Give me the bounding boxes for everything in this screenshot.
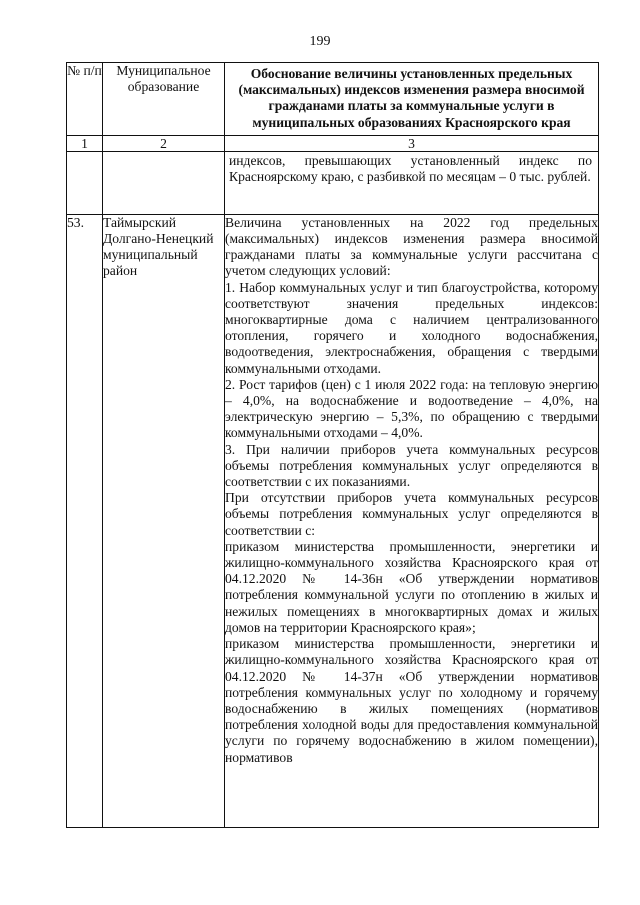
continuation-row bbox=[67, 151, 599, 214]
table-row bbox=[67, 214, 599, 827]
column-number: 1 bbox=[67, 135, 103, 151]
paragraph: При отсутствии приборов учета коммунальных ресурсов объемы потребления коммунальных услуг определяются в соответствии с: bbox=[225, 490, 598, 538]
page-number: 199 bbox=[309, 34, 331, 49]
justification-text bbox=[225, 214, 599, 827]
paragraph: приказом министерства промышленности, энергетики и жилищно-коммунального хозяйства Красноярского края от 04.12.2020 № 14-36н «Об утверждении нормативов потребления коммунальной услуги по отоплению в жилых и нежилых помещениях в многоквартирных домах и жилых домов на территории Красноярского края»; bbox=[225, 538, 598, 635]
column-number: 3 bbox=[225, 135, 599, 151]
paragraph: приказом министерства промышленности, энергетики и жилищно-коммунального хозяйства Красноярского края от 04.12.2020 № 14-37н «Об утверждении нормативов потребления коммунальных услуг по холодному и горячему водоснабжению в жилых помещениях (нормативов потребления холодной воды для предоставления коммунальной услуги по горячему водоснабжению в жилом помещении), нормативов bbox=[225, 636, 598, 765]
header-municipality: Муниципальное образование bbox=[103, 63, 225, 136]
paragraph: Величина установленных на 2022 год предельных (максимальных) индексов изменения размера вносимой гражданами платы за коммунальные услуги рассчитана с учетом следующих условий: bbox=[225, 214, 598, 279]
column-number-row bbox=[67, 135, 599, 151]
header-justification: Обоснование величины установленных предельных (максимальных) индексов изменения размера вносимой гражданами платы за коммунальные услуги в муниципальных образованиях Красноярского края bbox=[225, 63, 599, 136]
row-number: 53. bbox=[67, 214, 103, 827]
municipality-name: Таймырский Долгано-Ненецкий муниципальный район bbox=[103, 214, 225, 827]
empty-cell bbox=[103, 151, 225, 214]
header-number: № п/п bbox=[67, 63, 103, 136]
paragraph: 2. Рост тарифов (цен) с 1 июля 2022 года: на тепловую энергию – 4,0%, на водоснабжение и водоотведение – 4,0%, на электрическую энергию – 5,3%, по обращению с твердыми коммунальными отходами – 4,0%. bbox=[225, 376, 598, 441]
empty-cell bbox=[67, 151, 103, 214]
paragraph: 1. Набор коммунальных услуг и тип благоустройства, которому соответствуют значения предельных индексов: многоквартирные дома с наличием централизованного отопления, горячего и холодного водоснабжения, водоотведения, электроснабжения, обращения с твердыми коммунальными отходами. bbox=[225, 279, 598, 376]
continuation-text: индексов, превышающих установленный индекс по Красноярскому краю, с разбивкой по месяцам – 0 тыс. рублей. bbox=[225, 151, 599, 214]
column-number: 2 bbox=[103, 135, 225, 151]
paragraph: 3. При наличии приборов учета коммунальных ресурсов объемы потребления коммунальных услуг определяются в соответствии с их показаниями. bbox=[225, 441, 598, 490]
justification-table bbox=[66, 62, 599, 828]
table-header-row bbox=[67, 63, 599, 136]
